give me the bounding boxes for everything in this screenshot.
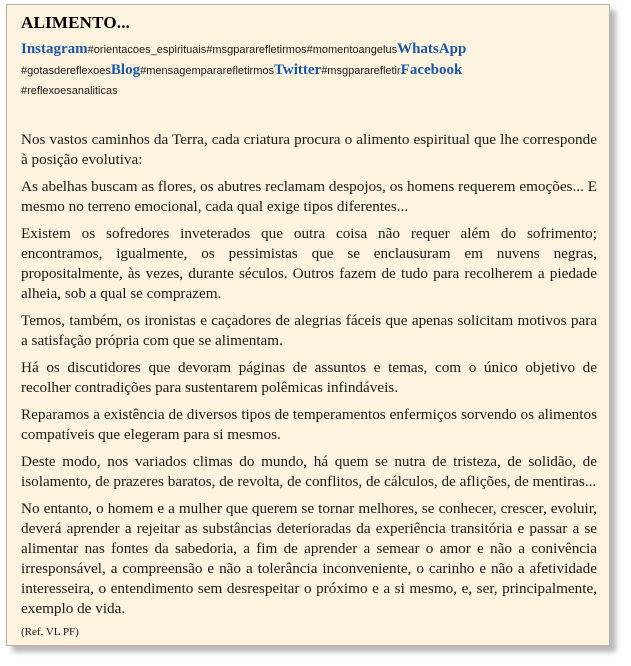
blog-link[interactable]: Blog: [110, 62, 141, 78]
whatsapp-link[interactable]: WhatsApp: [397, 41, 467, 57]
hashtag-link[interactable]: #mensagempararefletirmos: [140, 65, 274, 77]
paragraph: No entanto, o homem e a mulher que querem se tornar melhores, se conhecer, crescer, evoluir, deverá aprender a rejeitar as substâncias deterioradas da experiência transitória e passar a se alimentar nas fontes da sabedoria, a fim de aprender a semear o amor e não a conivência irresponsável, a compreensão e não a tolerância inconveniente, o carinho e não a afetividade interesseira, o entendimento sem desrespeitar o próximo e a si mesmo, e, ser, principalmente, exemplo de vida.: [21, 500, 597, 617]
instagram-link[interactable]: Instagram: [21, 41, 88, 57]
message-body: [21, 130, 597, 619]
paragraph: Há os discutidores que devoram páginas de assuntos e temas, com o único objetivo de recolher contradições para sustentarem polêmicas infindáveis.: [21, 359, 597, 396]
paragraph: Deste modo, nos variados climas do mundo, há quem se nutra de tristeza, de solidão, de isolamento, de prazeres baratos, de revolta, de conflitos, de cálculos, de aflições, de mentiras...: [21, 453, 597, 490]
paragraph: Existem os sofredores inveterados que outra coisa não requer além do sofrimento; encontramos, igualmente, os pessimistas que se enclausuram em nuvens negras, propositalmente, às vezes, durante séculos. Outros fazem de tudo para recolherem a piedade alheia, sob a qual se comprazem.: [21, 225, 597, 302]
hashtag-link[interactable]: #orientacoes_espirituais: [87, 44, 207, 56]
page-title: ALIMENTO...: [21, 13, 131, 32]
message-card: [6, 4, 610, 646]
reference-note: (Ref. VL PF): [21, 626, 79, 638]
twitter-link[interactable]: Twitter: [273, 62, 322, 78]
hashtag-link[interactable]: #reflexoesanaliticas: [21, 85, 118, 97]
hashtag-link[interactable]: #momentoangelus: [306, 44, 398, 56]
paragraph: Reparamos a existência de diversos tipos de temperamentos enfermiços sorvendo os alimentos compatíveis que elegeram para si mesmos.: [21, 406, 597, 443]
paragraph: Temos, também, os ironistas e caçadores de alegrias fáceis que apenas solicitam motivos para a satisfação própria com que se alimentam.: [21, 312, 597, 349]
hashtag-link[interactable]: #msgpararefletirmos: [206, 44, 307, 56]
facebook-link[interactable]: Facebook: [400, 62, 463, 78]
hashtag-link[interactable]: #msgpararefletir: [321, 65, 401, 77]
paragraph: Nos vastos caminhos da Terra, cada criatura procura o alimento espiritual que lhe corresponde à posição evolutiva:: [21, 131, 597, 168]
hashtag-link[interactable]: #gotasdereflexoes: [21, 65, 111, 77]
paragraph: As abelhas buscam as flores, os abutres reclamam despojos, os homens requerem emoções... E mesmo no terreno emocional, cada qual exige tipos diferentes...: [21, 178, 597, 215]
social-tags: [21, 41, 597, 103]
